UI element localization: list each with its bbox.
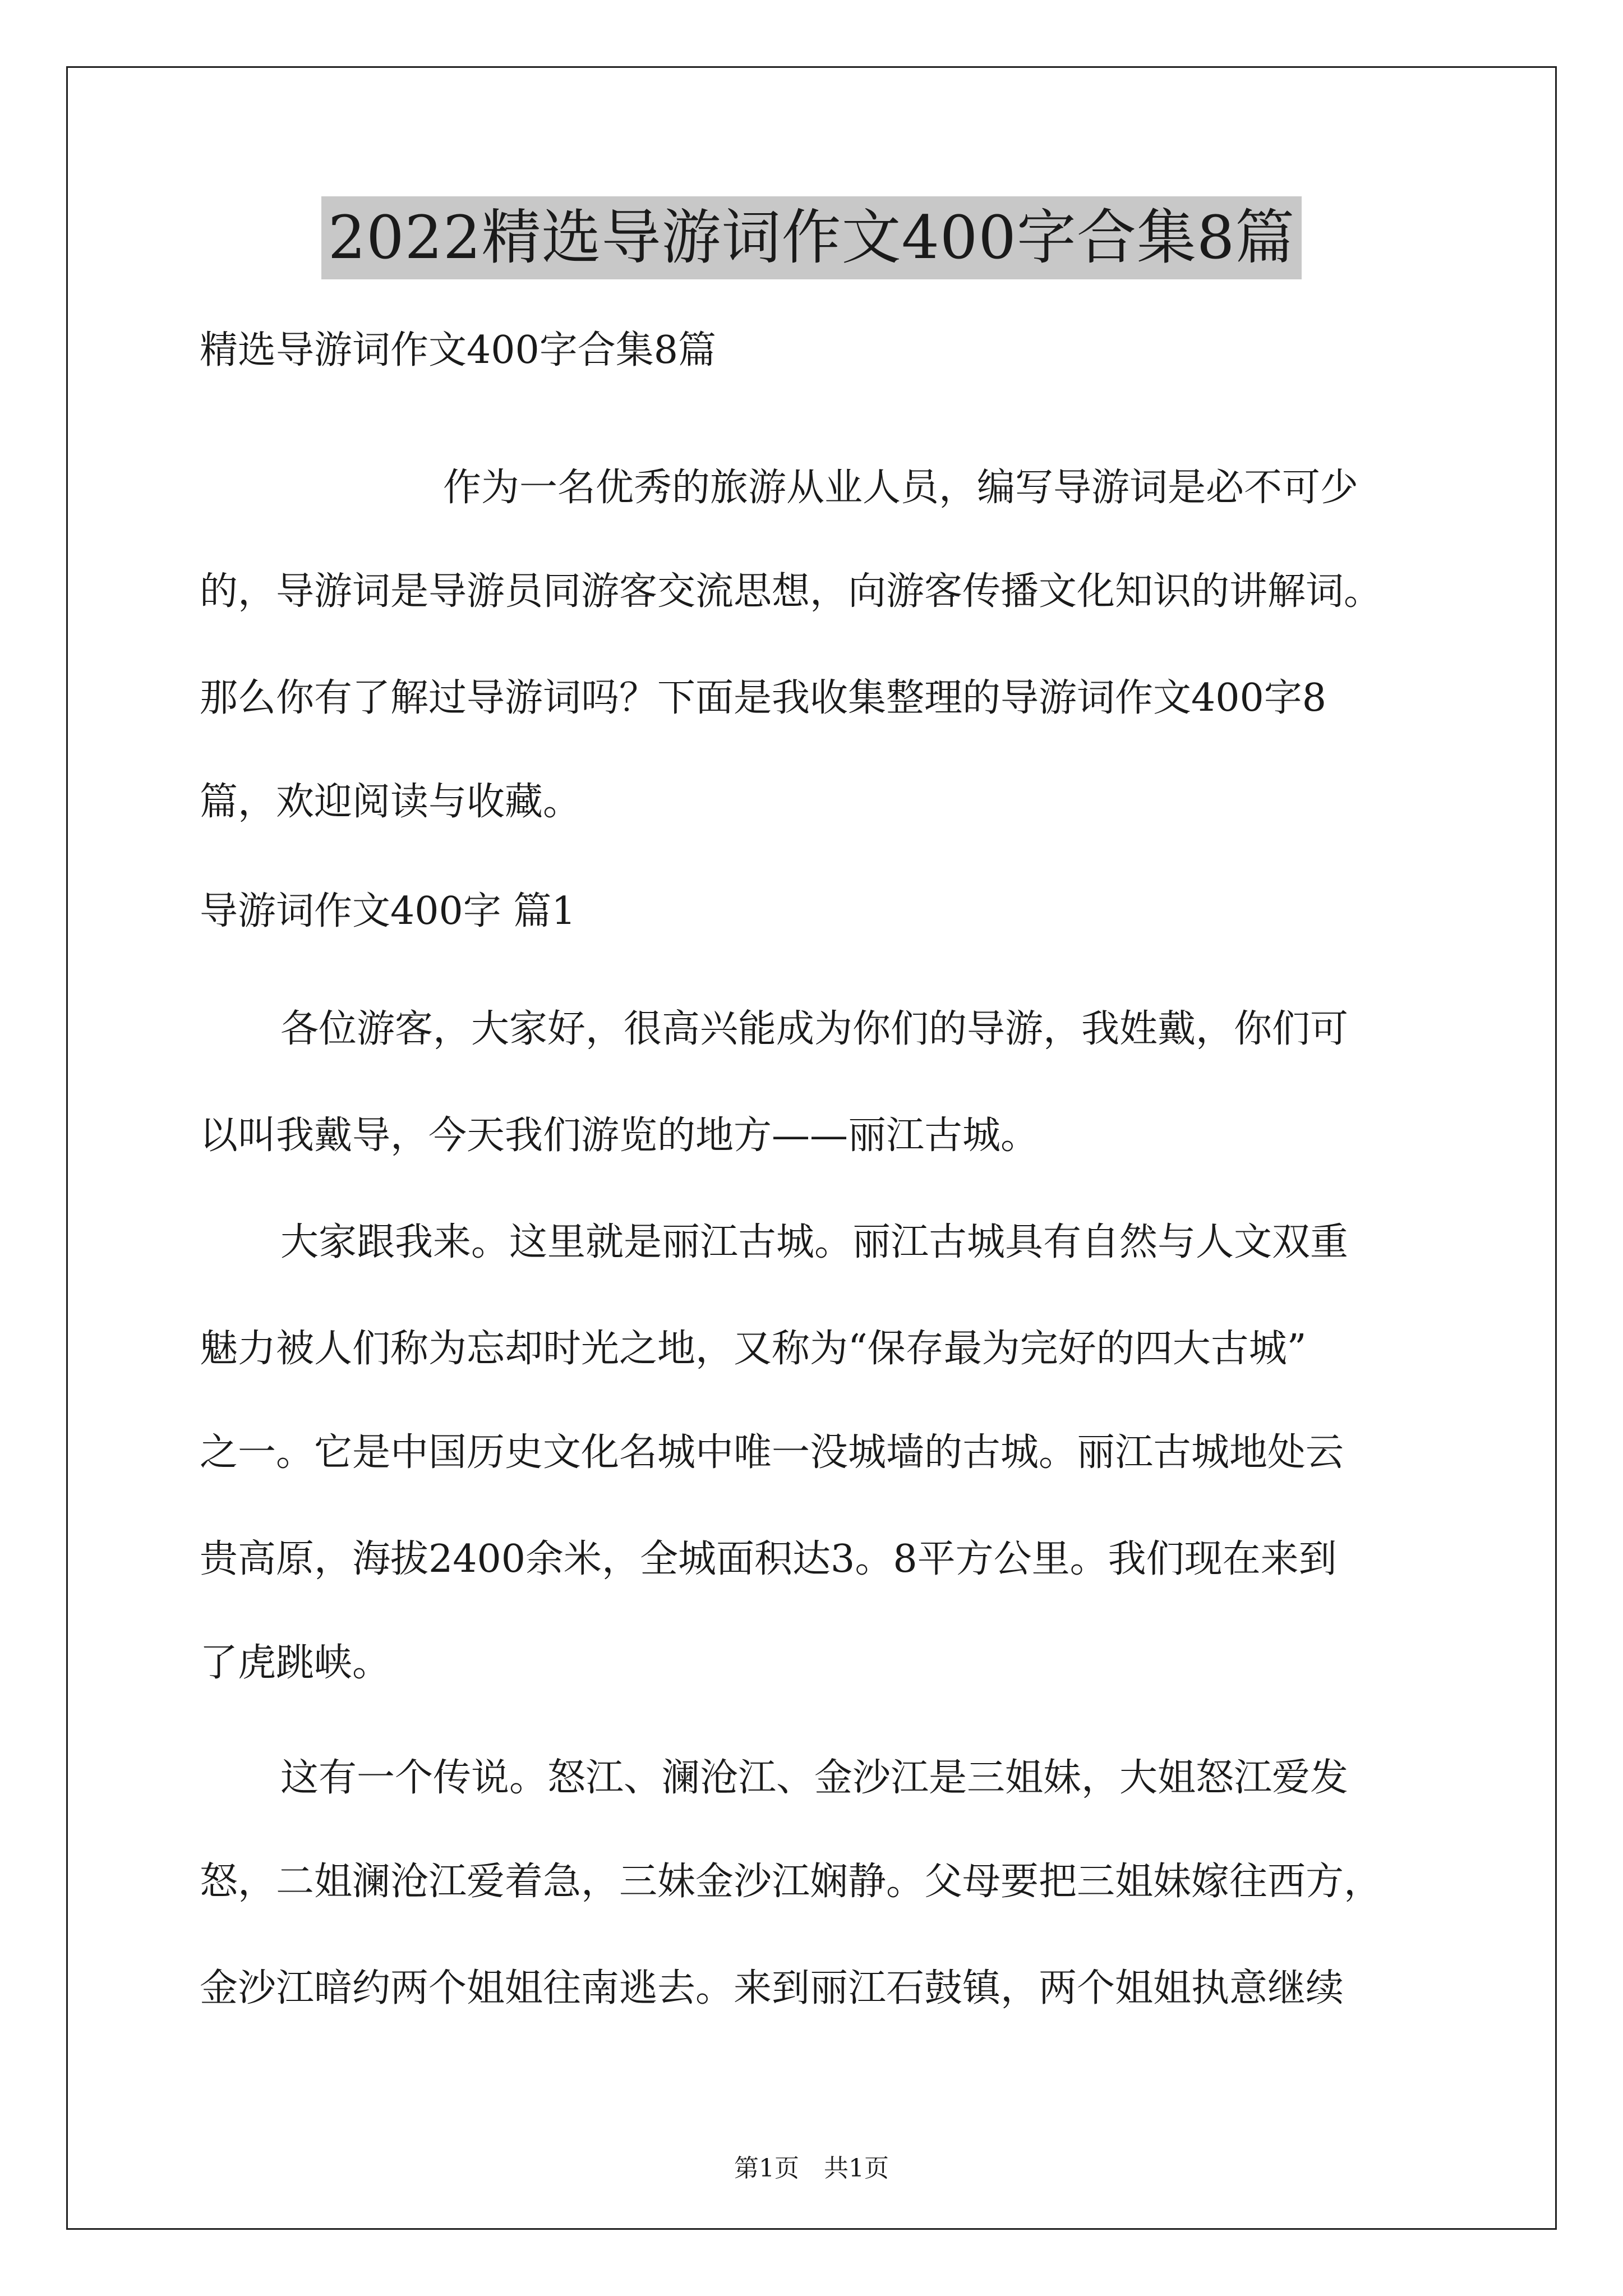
text-line: 这有一个传说。怒江、澜沧江、金沙江是三姐妹，大姐怒江爱发 [280,1756,1349,1800]
page-footer: 第1页 共1页 [734,2154,889,2183]
title-container [0,196,1623,279]
text-line: 金沙江暗约两个姐姐往南逃去。来到丽江石鼓镇，两个姐姐执意继续 [200,1966,1344,2010]
text-line: 篇，欢迎阅读与收藏。 [200,780,582,824]
text-line: 那么你有了解过导游词吗？下面是我收集整理的导游词作文400字8 [200,676,1327,720]
text-line: 以叫我戴导，今天我们游览的地方——丽江古城。 [200,1114,1039,1158]
text-line: 的，导游词是导游员同游客交流思想，向游客传播文化知识的讲解词。 [200,569,1382,614]
subtitle-line: 精选导游词作文400字合集8篇 [200,328,717,372]
text-line: 贵高原，海拔2400余米，全城面积达3。8平方公里。我们现在来到 [200,1537,1337,1581]
text-line: 怒，二姐澜沧江爱着急，三妹金沙江娴静。父母要把三姐妹嫁往西方， [200,1860,1382,1904]
text-line: 各位游客，大家好，很高兴能成为你们的导游，我姓戴，你们可 [280,1007,1349,1051]
text-line: 之一。它是中国历史文化名城中唯一没城墙的古城。丽江古城地处云 [200,1430,1344,1475]
text-line: 大家跟我来。这里就是丽江古城。丽江古城具有自然与人文双重 [280,1220,1349,1264]
text-line: 魅力被人们称为忘却时光之地，又称为“保存最为完好的四大古城” [200,1327,1307,1371]
document-title: 2022精选导游词作文400字合集8篇 [321,196,1302,279]
text-line: 作为一名优秀的旅游从业人员，编写导游词是必不可少 [443,466,1359,510]
section-heading: 导游词作文400字 篇1 [200,889,576,933]
text-line: 了虎跳峡。 [200,1641,391,1685]
